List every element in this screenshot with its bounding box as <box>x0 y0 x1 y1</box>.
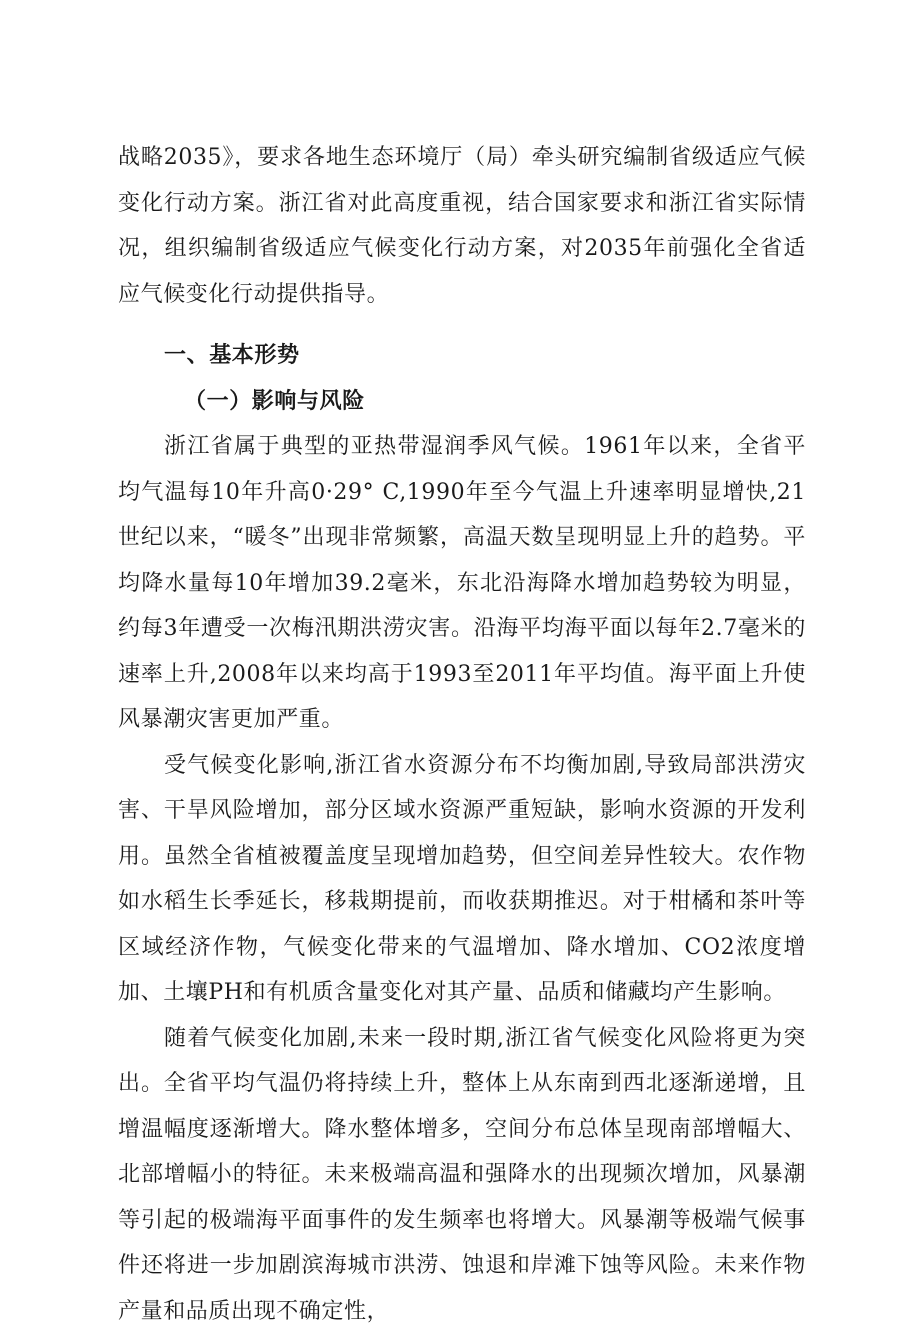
body-paragraph-1: 浙江省属于典型的亚热带湿润季风气候。1961年以来，全省平均气温每10年升高0·29° C,1990年至今气温上升速率明显增快,21世纪以来，“暖冬”出现非常频繁，高温天数呈现明显上升的趋势。平均降水量每10年增加39.2毫米，东北沿海降水增加趋势较为明显，约每3年遭受一次梅汛期洪涝灾害。沿海平均海平面以每年2.7毫米的速率上升,2008年以来均高于1993至2011年平均值。海平面上升使风暴潮灾害更加严重。 <box>118 424 806 743</box>
section-heading: 一、基本形势 <box>118 333 806 379</box>
body-paragraph-2: 受气候变化影响,浙江省水资源分布不均衡加剧,导致局部洪涝灾害、干旱风险增加，部分区域水资源严重短缺，影响水资源的开发利用。虽然全省植被覆盖度呈现增加趋势，但空间差异性较大。农作物如水稻生长季延长，移栽期提前，而收获期推迟。对于柑橘和茶叶等区域经济作物，气候变化带来的气温增加、降水增加、CO2浓度增加、土壤PH和有机质含量变化对其产量、品质和储藏均产生影响。 <box>118 743 806 1016</box>
subsection-heading: （一）影响与风险 <box>118 379 806 425</box>
document-page <box>118 135 806 1334</box>
body-paragraph-3: 随着气候变化加剧,未来一段时期,浙江省气候变化风险将更为突出。全省平均气温仍将持续上升，整体上从东南到西北逐渐递增，且增温幅度逐渐增大。降水整体增多，空间分布总体呈现南部增幅大、北部增幅小的特征。未来极端高温和强降水的出现频次增加，风暴潮等引起的极端海平面事件的发生频率也将增大。风暴潮等极端气候事件还将进一步加剧滨海城市洪涝、蚀退和岸滩下蚀等风险。未来作物产量和品质出现不确定性， <box>118 1016 806 1334</box>
spacer <box>118 317 806 326</box>
intro-paragraph: 战略2035》，要求各地生态环境厅（局）牵头研究编制省级适应气候变化行动方案。浙江省对此高度重视，结合国家要求和浙江省实际情况，组织编制省级适应气候变化行动方案，对2035年前强化全省适应气候变化行动提供指导。 <box>118 135 806 317</box>
